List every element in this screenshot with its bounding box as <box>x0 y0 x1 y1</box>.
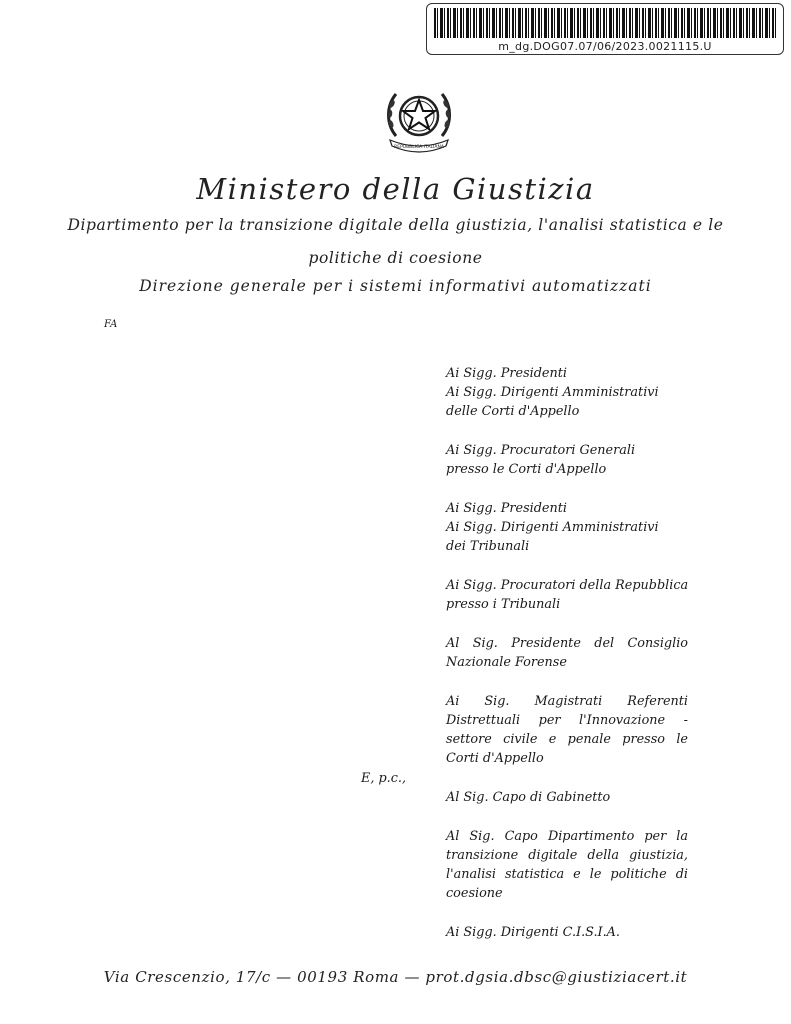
recipient-block: Al Sig. Presidente del Consiglio Nazionale Forense <box>446 636 688 670</box>
italian-republic-emblem-icon <box>380 78 458 158</box>
recipient-line: Ai Sigg. Dirigenti C.I.S.I.A. <box>446 925 620 940</box>
recipient-block <box>446 441 688 479</box>
author-initials: FA <box>104 319 118 330</box>
recipient-block <box>446 499 688 556</box>
recipient-line: Ai Sigg. Presidenti <box>446 501 567 516</box>
cc-label: E, p.c., <box>361 771 407 786</box>
protocol-stamp <box>426 3 784 55</box>
recipient-line: dei Tribunali <box>446 539 530 554</box>
recipient-line: Ai Sigg. Procuratori della Repubblica <box>446 578 689 593</box>
ministry-title: Ministero della Giustizia <box>196 172 595 206</box>
recipient-line: presso le Corti d'Appello <box>446 462 607 477</box>
cc-recipient-block <box>446 923 688 942</box>
recipient-block: Ai Sig. Magistrati Referenti Distrettuali per l'Innovazione - settore civile e penale presso le Corti d'Appello <box>446 694 688 766</box>
footer-address: Via Crescenzio, 17/c — 00193 Roma — prot.dgsia.dbsc@giustiziacert.it <box>103 968 688 986</box>
direction-title: Direzione generale per i sistemi informativi automatizzati <box>139 277 652 295</box>
department-line-2: politiche di coesione <box>308 249 483 267</box>
recipient-line: presso i Tribunali <box>446 597 561 612</box>
protocol-number: m_dg.DOG07.07/06/2023.0021115.U <box>498 40 712 53</box>
recipients-list <box>446 364 688 942</box>
department-line-1: Dipartimento per la transizione digitale della giustizia, l'analisi statistica e le <box>67 216 724 234</box>
recipient-line: Al Sig. Capo di Gabinetto <box>446 790 611 805</box>
cc-recipient-block: Al Sig. Capo Dipartimento per la transizione digitale della giustizia, l'analisi statistica e le politiche di coesione <box>446 829 688 901</box>
recipient-line: Ai Sigg. Dirigenti Amministrativi <box>446 385 659 400</box>
recipient-block <box>446 364 688 421</box>
svg-text:REPUBBLICA ITALIANA: REPUBBLICA ITALIANA <box>394 145 444 150</box>
cc-recipient-block <box>446 788 688 807</box>
recipient-block <box>446 576 688 614</box>
barcode <box>434 8 776 38</box>
recipient-line: Ai Sigg. Presidenti <box>446 366 567 381</box>
recipient-line: Ai Sigg. Dirigenti Amministrativi <box>446 520 659 535</box>
recipient-line: Ai Sigg. Procuratori Generali <box>446 443 636 458</box>
recipient-line: delle Corti d'Appello <box>446 404 580 419</box>
